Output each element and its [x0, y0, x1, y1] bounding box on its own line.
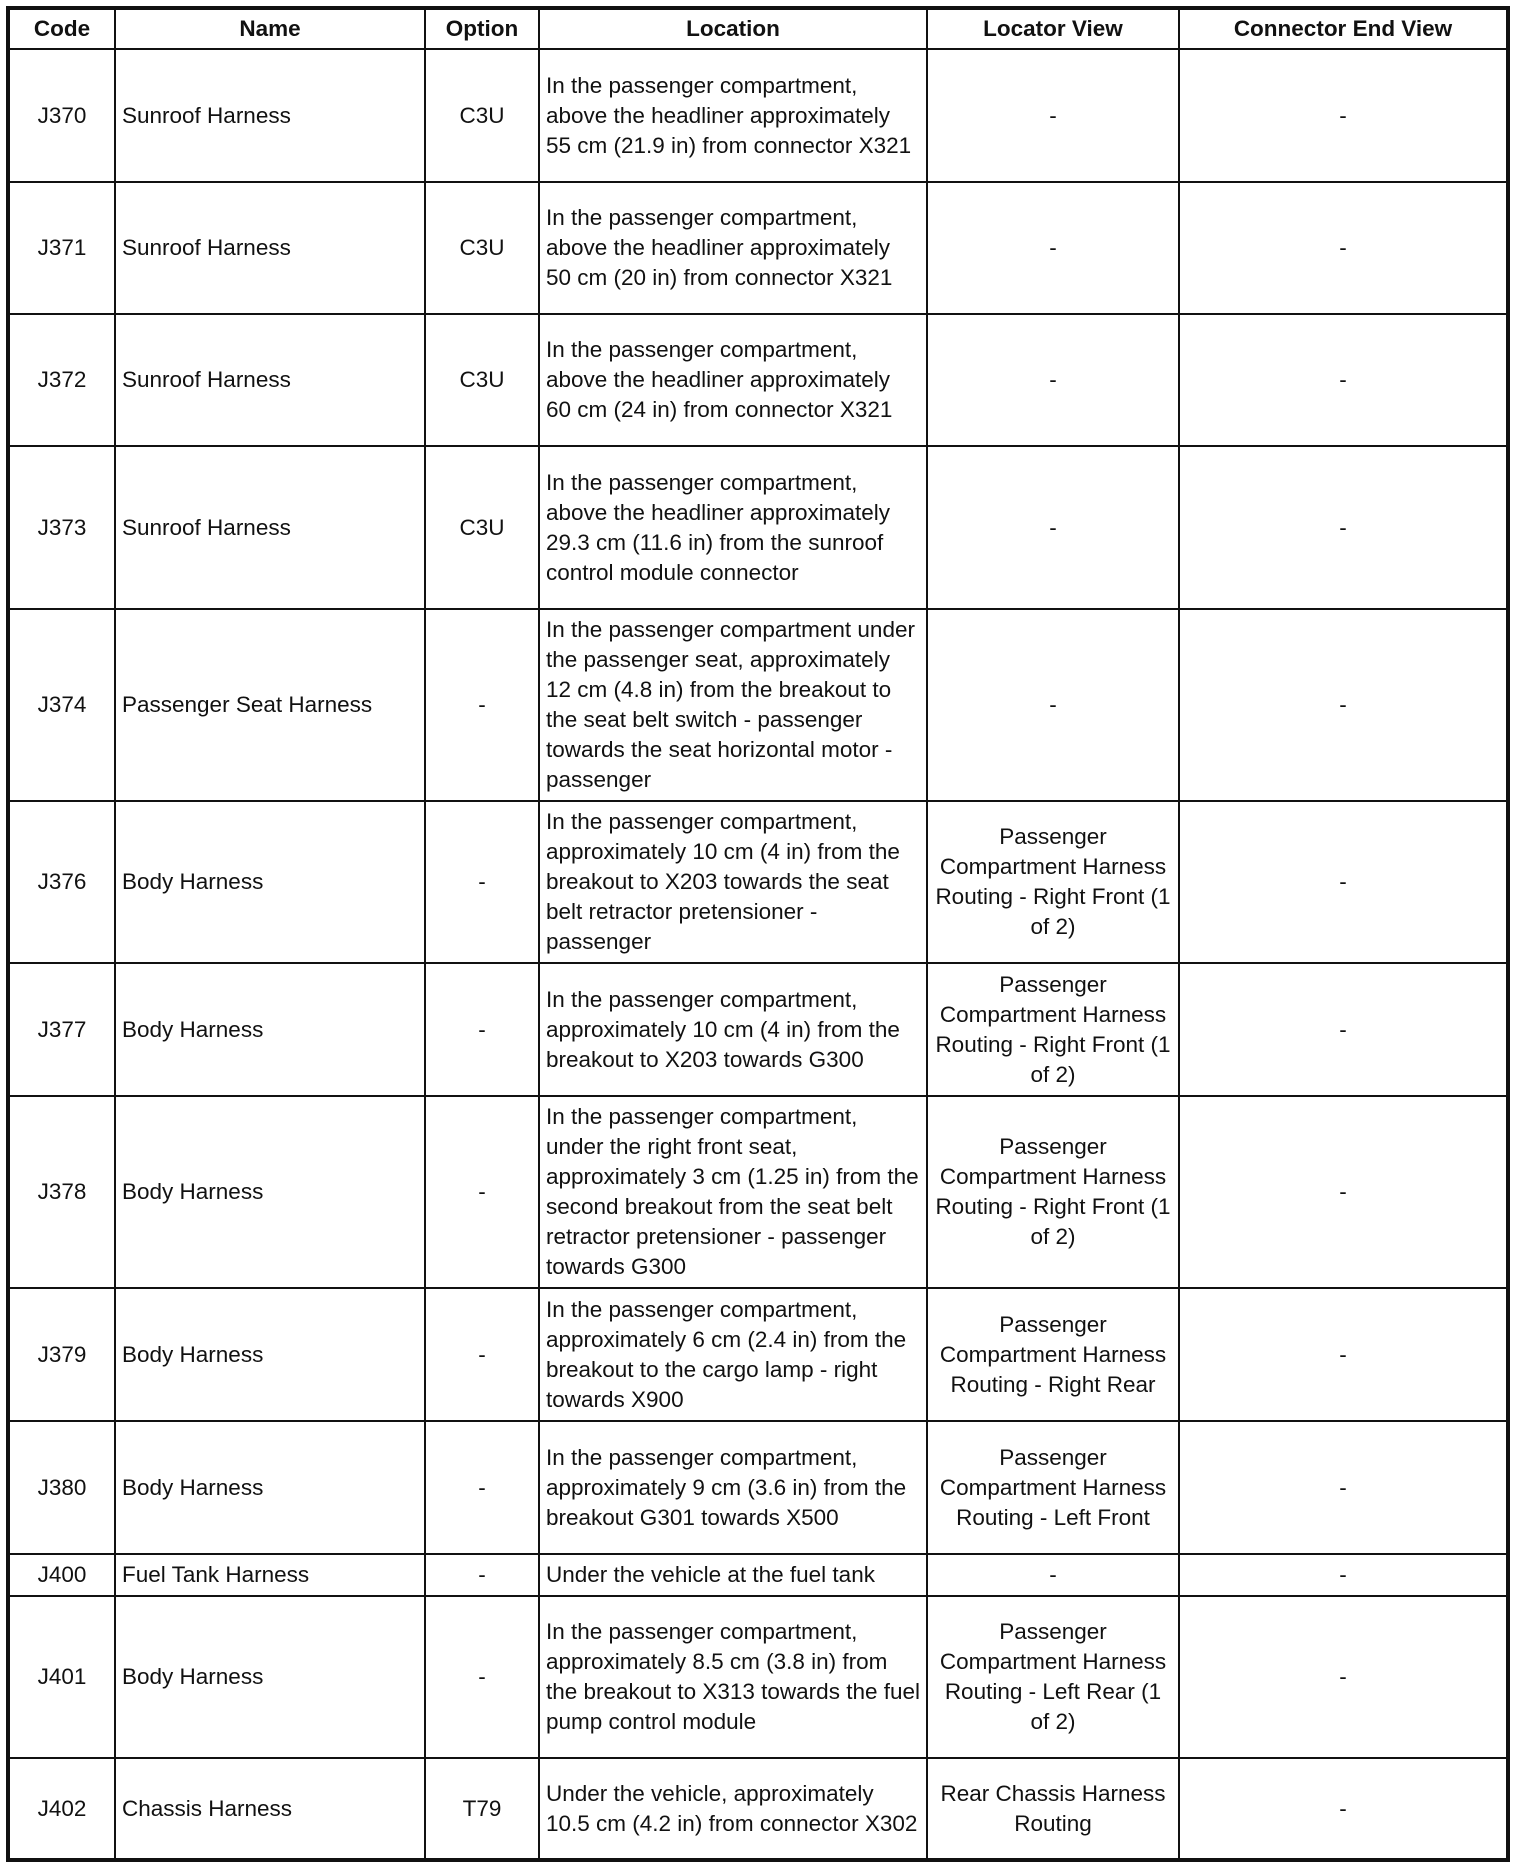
- cell-name: Body Harness: [115, 1288, 425, 1421]
- cell-code: J372: [8, 314, 115, 446]
- cell-locator-view: -: [927, 1554, 1179, 1596]
- table-row: [8, 49, 1508, 182]
- cell-locator-view: Passenger Compartment Harness Routing - Right Front (1 of 2): [927, 963, 1179, 1096]
- cell-code: J378: [8, 1096, 115, 1288]
- table-row: [8, 801, 1508, 963]
- cell-option: C3U: [425, 314, 539, 446]
- cell-location: In the passenger compartment under the passenger seat, approximately 12 cm (4.8 in) from the breakout to the seat belt switch - passenger towards the seat horizontal motor - passenger: [539, 609, 927, 801]
- cell-location: Under the vehicle at the fuel tank: [539, 1554, 927, 1596]
- cell-location: In the passenger compartment, above the headliner approximately 29.3 cm (11.6 in) from the sunroof control module connector: [539, 446, 927, 609]
- cell-option: -: [425, 1421, 539, 1554]
- cell-name: Body Harness: [115, 801, 425, 963]
- header-connector-end-view: Connector End View: [1179, 8, 1508, 49]
- cell-locator-view: -: [927, 49, 1179, 182]
- cell-location: In the passenger compartment, approximately 9 cm (3.6 in) from the breakout G301 towards X500: [539, 1421, 927, 1554]
- cell-name: Passenger Seat Harness: [115, 609, 425, 801]
- cell-locator-view: Passenger Compartment Harness Routing - Right Front (1 of 2): [927, 1096, 1179, 1288]
- cell-code: J370: [8, 49, 115, 182]
- cell-option: -: [425, 801, 539, 963]
- cell-locator-view: Passenger Compartment Harness Routing - Right Rear: [927, 1288, 1179, 1421]
- cell-connector-end-view: -: [1179, 446, 1508, 609]
- cell-code: J400: [8, 1554, 115, 1596]
- cell-location: In the passenger compartment, approximately 10 cm (4 in) from the breakout to X203 towards G300: [539, 963, 927, 1096]
- cell-option: -: [425, 609, 539, 801]
- table-row: [8, 1554, 1508, 1596]
- cell-code: J371: [8, 182, 115, 314]
- cell-location: In the passenger compartment, above the headliner approximately 55 cm (21.9 in) from connector X321: [539, 49, 927, 182]
- cell-code: J380: [8, 1421, 115, 1554]
- cell-location: In the passenger compartment, above the headliner approximately 60 cm (24 in) from connector X321: [539, 314, 927, 446]
- table-row: [8, 182, 1508, 314]
- table-row: [8, 1758, 1508, 1860]
- table-row: [8, 314, 1508, 446]
- cell-name: Body Harness: [115, 1421, 425, 1554]
- cell-option: -: [425, 1554, 539, 1596]
- cell-option: -: [425, 963, 539, 1096]
- cell-location: In the passenger compartment, approximately 10 cm (4 in) from the breakout to X203 towards the seat belt retractor pretensioner - passenger: [539, 801, 927, 963]
- cell-option: C3U: [425, 182, 539, 314]
- cell-name: Sunroof Harness: [115, 446, 425, 609]
- cell-option: -: [425, 1288, 539, 1421]
- cell-name: Body Harness: [115, 1096, 425, 1288]
- connector-table: [6, 6, 1510, 1862]
- cell-connector-end-view: -: [1179, 1096, 1508, 1288]
- cell-name: Sunroof Harness: [115, 314, 425, 446]
- header-code: Code: [8, 8, 115, 49]
- cell-connector-end-view: -: [1179, 1288, 1508, 1421]
- cell-name: Chassis Harness: [115, 1758, 425, 1860]
- cell-option: C3U: [425, 49, 539, 182]
- cell-code: J402: [8, 1758, 115, 1860]
- cell-locator-view: -: [927, 446, 1179, 609]
- cell-name: Sunroof Harness: [115, 182, 425, 314]
- cell-location: In the passenger compartment, approximately 6 cm (2.4 in) from the breakout to the cargo lamp - right towards X900: [539, 1288, 927, 1421]
- cell-location: Under the vehicle, approximately 10.5 cm (4.2 in) from connector X302: [539, 1758, 927, 1860]
- cell-location: In the passenger compartment, under the right front seat, approximately 3 cm (1.25 in) from the second breakout from the seat belt retractor pretensioner - passenger towards G300: [539, 1096, 927, 1288]
- cell-connector-end-view: -: [1179, 609, 1508, 801]
- cell-locator-view: -: [927, 314, 1179, 446]
- cell-locator-view: -: [927, 182, 1179, 314]
- header-row: [8, 8, 1508, 49]
- cell-code: J379: [8, 1288, 115, 1421]
- cell-name: Body Harness: [115, 1596, 425, 1758]
- table-row: [8, 446, 1508, 609]
- header-location: Location: [539, 8, 927, 49]
- cell-connector-end-view: -: [1179, 1554, 1508, 1596]
- cell-locator-view: Passenger Compartment Harness Routing - Right Front (1 of 2): [927, 801, 1179, 963]
- cell-connector-end-view: -: [1179, 182, 1508, 314]
- cell-locator-view: -: [927, 609, 1179, 801]
- cell-connector-end-view: -: [1179, 1758, 1508, 1860]
- cell-connector-end-view: -: [1179, 963, 1508, 1096]
- table-row: [8, 963, 1508, 1096]
- cell-connector-end-view: -: [1179, 1596, 1508, 1758]
- cell-locator-view: Rear Chassis Harness Routing: [927, 1758, 1179, 1860]
- cell-code: J373: [8, 446, 115, 609]
- cell-name: Fuel Tank Harness: [115, 1554, 425, 1596]
- table-row: [8, 1288, 1508, 1421]
- cell-connector-end-view: -: [1179, 314, 1508, 446]
- cell-option: -: [425, 1096, 539, 1288]
- cell-name: Sunroof Harness: [115, 49, 425, 182]
- cell-location: In the passenger compartment, approximately 8.5 cm (3.8 in) from the breakout to X313 towards the fuel pump control module: [539, 1596, 927, 1758]
- cell-name: Body Harness: [115, 963, 425, 1096]
- cell-code: J376: [8, 801, 115, 963]
- cell-option: C3U: [425, 446, 539, 609]
- cell-connector-end-view: -: [1179, 1421, 1508, 1554]
- table-row: [8, 1421, 1508, 1554]
- cell-code: J374: [8, 609, 115, 801]
- cell-option: -: [425, 1596, 539, 1758]
- cell-code: J377: [8, 963, 115, 1096]
- header-locator-view: Locator View: [927, 8, 1179, 49]
- cell-connector-end-view: -: [1179, 49, 1508, 182]
- cell-connector-end-view: -: [1179, 801, 1508, 963]
- header-option: Option: [425, 8, 539, 49]
- cell-option: T79: [425, 1758, 539, 1860]
- table-row: [8, 609, 1508, 801]
- table-row: [8, 1096, 1508, 1288]
- cell-code: J401: [8, 1596, 115, 1758]
- cell-locator-view: Passenger Compartment Harness Routing - Left Rear (1 of 2): [927, 1596, 1179, 1758]
- cell-location: In the passenger compartment, above the headliner approximately 50 cm (20 in) from connector X321: [539, 182, 927, 314]
- cell-locator-view: Passenger Compartment Harness Routing - Left Front: [927, 1421, 1179, 1554]
- table-row: [8, 1596, 1508, 1758]
- header-name: Name: [115, 8, 425, 49]
